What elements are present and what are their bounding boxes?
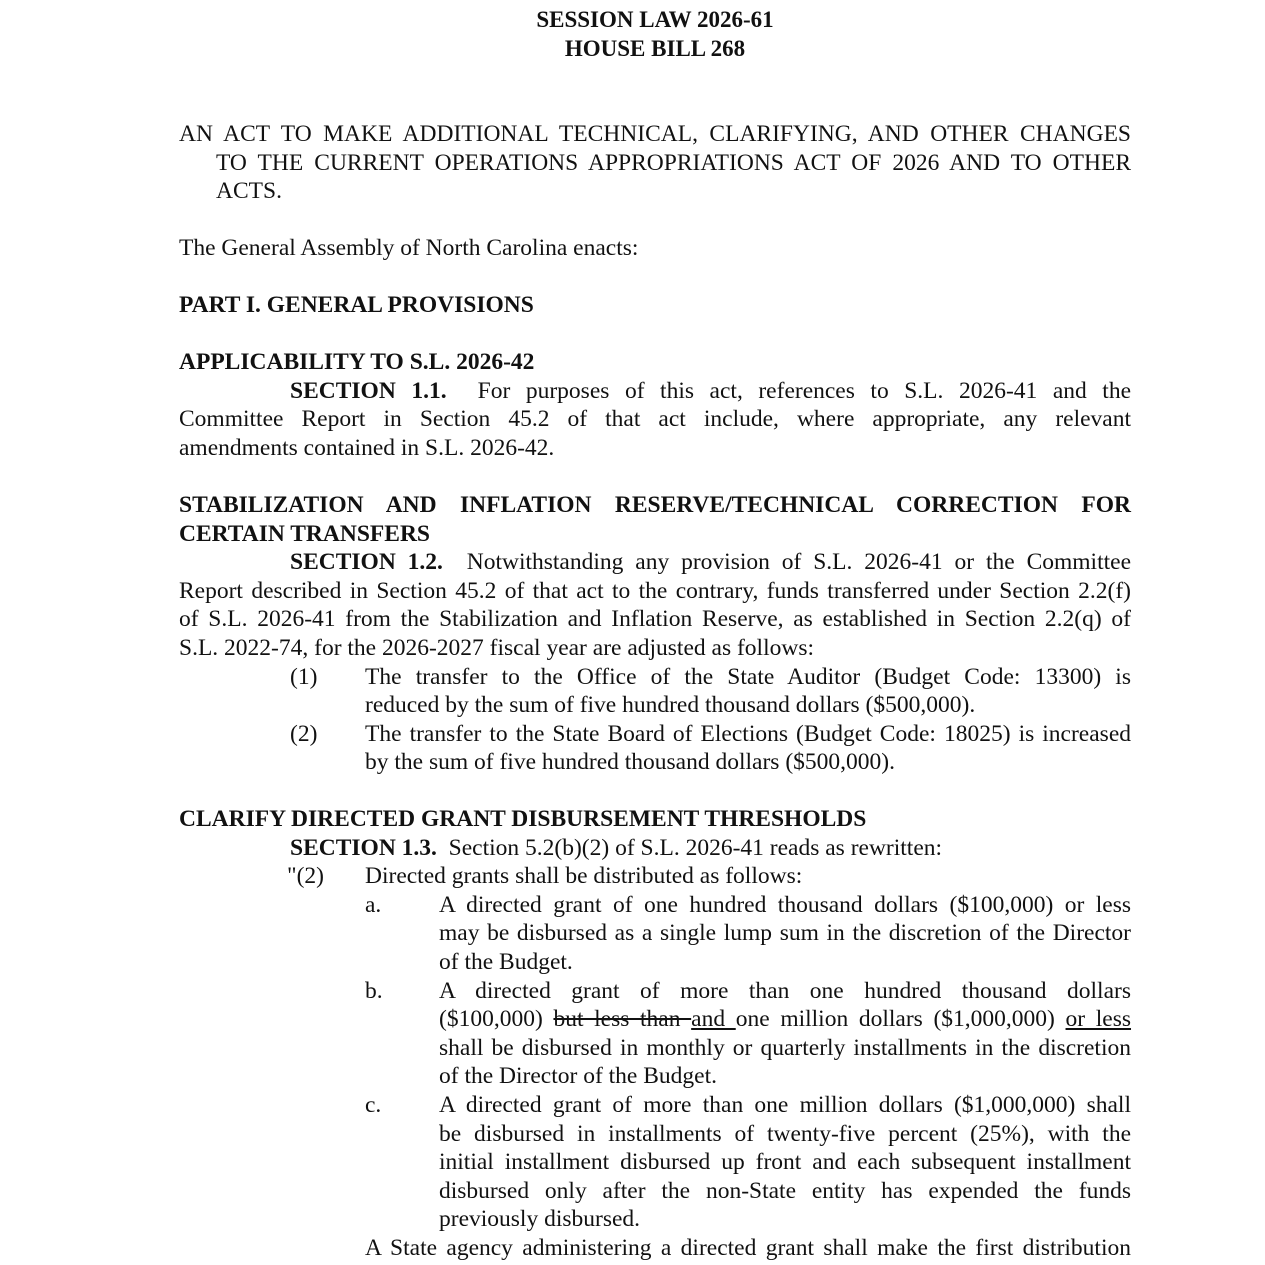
- inserted-text: or less: [1065, 1006, 1132, 1033]
- item-line: previously disbursed.: [439, 1206, 641, 1233]
- sub-item-letter: a.: [365, 891, 382, 918]
- quoted-subdivision: [179, 862, 1131, 891]
- act-title: [179, 120, 1131, 206]
- part-heading: PART I. GENERAL PROVISIONS: [179, 292, 534, 318]
- section-1-3: [179, 805, 1131, 1263]
- sub-item-letter: b.: [365, 977, 383, 1004]
- item-line: The transfer to the Office of the State Auditor (Budget Code: 13300) is: [365, 663, 1131, 690]
- section-heading: STABILIZATION AND INFLATION RESERVE/TECHNICAL CORRECTION FOR: [179, 492, 1131, 518]
- text-plain: one million dollars ($1,000,000): [735, 1006, 1066, 1033]
- item-line: initial installment disbursed up front and each subsequent installment: [439, 1149, 1131, 1176]
- struck-text: but less than: [553, 1006, 692, 1033]
- section-label: SECTION 1.3.: [290, 834, 437, 861]
- session-law-header: [179, 5, 1131, 63]
- section-line: amendments contained in S.L. 2026-42.: [179, 434, 555, 461]
- item-number: (2): [290, 720, 318, 747]
- section-label: SECTION 1.1.: [290, 377, 447, 404]
- item-line: shall be disbursed in monthly or quarterly installments in the discretion: [439, 1034, 1131, 1061]
- item-line: may be disbursed as a single lump sum in the discretion of the Director: [439, 920, 1131, 947]
- closing-line: A State agency administering a directed grant shall make the first distribution: [365, 1234, 1131, 1261]
- text-plain: ($100,000): [439, 1006, 554, 1033]
- section-line: Committee Report in Section 45.2 of that act include, where appropriate, any relevant: [179, 406, 1131, 433]
- section-line: [179, 834, 1131, 863]
- section-text: Section 5.2(b)(2) of S.L. 2026-41 reads as rewritten:: [448, 834, 943, 861]
- enacting-clause: The General Assembly of North Carolina enacts:: [179, 235, 639, 261]
- item-line: be disbursed in installments of twenty-five percent (25%), with the: [439, 1120, 1131, 1147]
- item-line: of the Budget.: [439, 948, 573, 975]
- item-line: A directed grant of more than one million dollars ($1,000,000) shall: [439, 1091, 1131, 1118]
- section-text: For purposes of this act, references to S.L. 2026-41 and the: [477, 377, 1131, 404]
- item-line: The transfer to the State Board of Elections (Budget Code: 18025) is increased: [365, 720, 1131, 747]
- item-line: A directed grant of one hundred thousand dollars ($100,000) or less: [439, 891, 1131, 918]
- section-heading: CLARIFY DIRECTED GRANT DISBURSEMENT THRESHOLDS: [179, 806, 867, 832]
- sub-item-a: [179, 891, 1131, 977]
- item-number: "(2): [287, 863, 324, 890]
- section-line: [179, 377, 1131, 406]
- section-line: [179, 548, 1131, 577]
- section-line: of S.L. 2026-41 from the Stabilization and Inflation Reserve, as established in Section 2.2(q) of: [179, 606, 1131, 633]
- act-title-line: ACTS.: [216, 178, 282, 205]
- list-item: [179, 663, 1131, 720]
- sub-item-c: [179, 1091, 1131, 1234]
- item-number: (1): [290, 663, 318, 690]
- section-line: Report described in Section 45.2 of that act to the contrary, funds transferred under Section 2.2(f): [179, 577, 1131, 604]
- inserted-text: and: [691, 1006, 736, 1033]
- item-line: by the sum of five hundred thousand dollars ($500,000).: [365, 749, 895, 776]
- session-law-number: SESSION LAW 2026-61: [536, 7, 774, 32]
- item-line: reduced by the sum of five hundred thousand dollars ($500,000).: [365, 692, 976, 719]
- section-line: S.L. 2022-74, for the 2026-2027 fiscal year are adjusted as follows:: [179, 634, 814, 661]
- list-item: [179, 720, 1131, 777]
- section-heading-cont: CERTAIN TRANSFERS: [179, 520, 430, 547]
- item-line: [439, 1005, 1131, 1034]
- item-line: A directed grant of more than one hundred thousand dollars: [439, 977, 1131, 1004]
- section-1-1: [179, 348, 1131, 462]
- house-bill-number: HOUSE BILL 268: [564, 36, 746, 61]
- sub-item-letter: c.: [365, 1091, 382, 1118]
- act-title-line: TO THE CURRENT OPERATIONS APPROPRIATIONS ACT OF 2026 AND TO OTHER: [216, 149, 1131, 176]
- section-1-2: [179, 491, 1131, 777]
- section-label: SECTION 1.2.: [290, 549, 443, 576]
- act-title-line: AN ACT TO MAKE ADDITIONAL TECHNICAL, CLARIFYING, AND OTHER CHANGES: [179, 121, 1131, 147]
- item-line: disbursed only after the non-State entity has expended the funds: [439, 1177, 1131, 1204]
- section-text: Notwithstanding any provision of S.L. 2026-41 or the Committee: [466, 549, 1131, 576]
- item-line: Directed grants shall be distributed as follows:: [365, 863, 803, 890]
- section-heading: APPLICABILITY TO S.L. 2026-42: [179, 349, 535, 375]
- sub-item-b: [179, 977, 1131, 1091]
- item-line: of the Director of the Budget.: [439, 1063, 717, 1090]
